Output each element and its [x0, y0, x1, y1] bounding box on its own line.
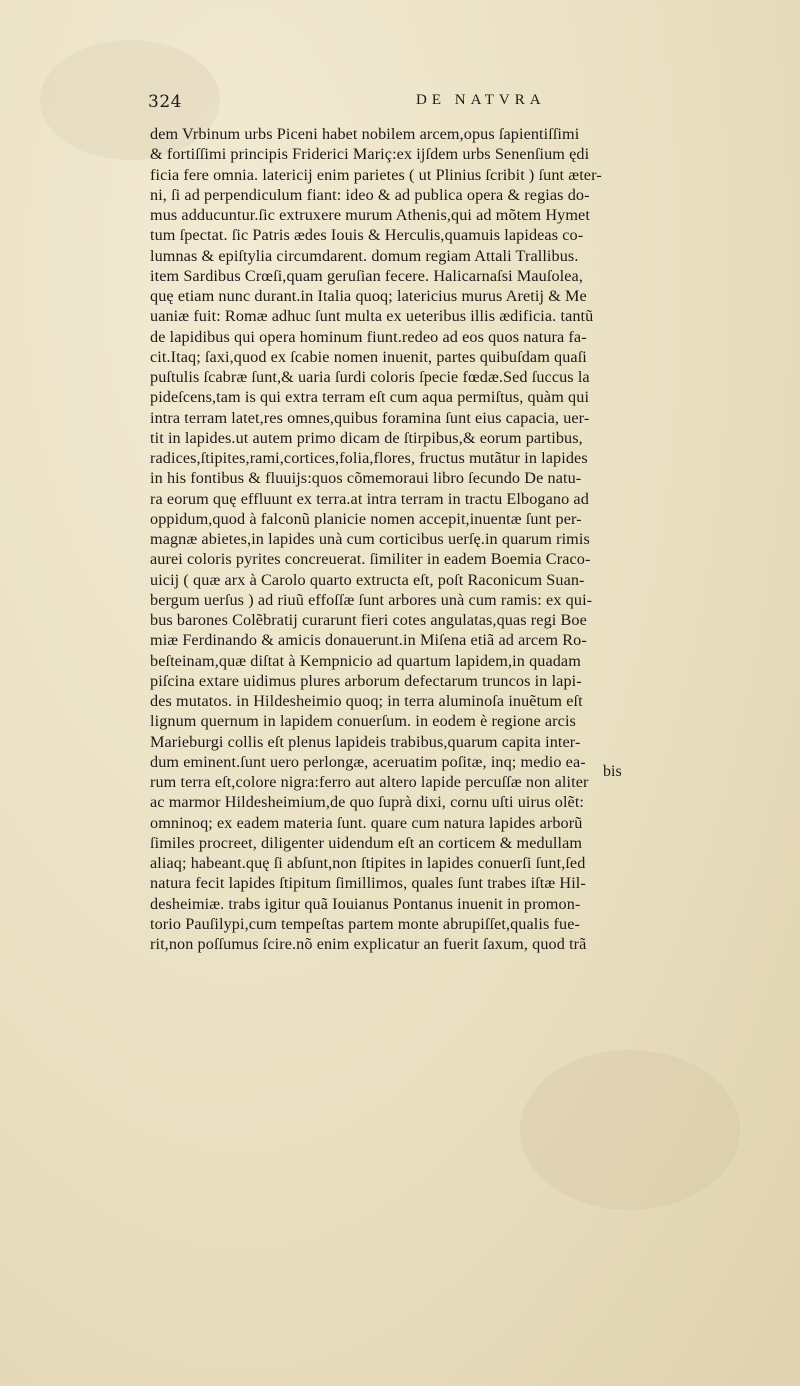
text-line: uaniæ fuit: Romæ adhuc ſunt multa ex ueteribus illis ædificia. tantũ: [150, 307, 594, 326]
text-line: tit in lapides.ut autem primo dicam de ſtirpibus,& eorum partibus,: [150, 428, 583, 447]
text-line: ra eorum quę effluunt ex terra.at intra terram in tractu Elbogano ad: [150, 489, 589, 508]
text-line: & fortiſſimi principis Friderici Mariç:ex ijſdem urbs Senenſium ędi: [150, 145, 590, 164]
text-line: miæ Ferdinando & amicis donauerunt.in Miſena etiã ad arcem Ro-: [150, 631, 587, 650]
text-line: oppidum,quod à falconũ planicie nomen accepit,inuentæ ſunt per-: [150, 509, 582, 528]
text-line: rit,non poſſumus ſcire.nõ enim explicatur an fuerit ſaxum, quod trã: [150, 935, 587, 953]
text-line: ac marmor Hildesheimium,de quo ſuprà dixi, cornu uſti uirus olẽt:: [150, 793, 585, 812]
text-line: des mutatos. in Hildesheimio quoq; in terra aluminoſa inuẽtum eſt: [150, 692, 583, 710]
text-line: bergum uerſus ) ad riuũ effoſſæ ſunt arbores unà cum ramis: ex qui-: [150, 590, 593, 609]
running-head: DE NATVRA: [416, 92, 546, 108]
text-line: lumnas & epiſtylia circumdarent. domum regiam Attali Trallibus.: [150, 246, 579, 265]
text-line: torio Pauſilypi,cum tempeſtas partem monte abrupiſſet,qualis fue-: [150, 914, 580, 933]
text-line: bus barones Colẽbratij curarunt fieri cotes angulatas,quas regi Boe: [150, 611, 587, 629]
text-line: dum eminent.ſunt uero perlongæ, aceruatim poſitæ, inq; medio ea-: [150, 752, 586, 771]
text-line: ficia fere omnia. latericij enim parietes ( ut Plinius ſcribit ) ſunt æter-: [150, 165, 602, 184]
text-line: item Sardibus Crœſi,quam geruſian fecere. Halicarnaſsi Mauſolea,: [150, 266, 583, 285]
text-line: intra terram latet,res omnes,quibus foramina ſunt eius capacia, uer-: [150, 408, 590, 427]
text-line: pideſcens,tam is qui extra terram eſt cum aqua permiſtus, quàm qui: [150, 388, 590, 407]
text-line: beſteinam,quæ diſtat à Kempnicio ad quartum lapidem,in quadam: [150, 651, 581, 670]
text-line: quę etiam nunc durant.in Italia quoq; latericius murus Aretij & Me: [150, 287, 587, 305]
catchword: bis: [603, 763, 622, 780]
text-line: aurei coloris pyrites concreuerat. ſimiliter in eadem Boemia Craco-: [150, 550, 591, 569]
body-text: [150, 124, 790, 954]
text-line: lignum quernum in lapidem conuerſum. in eodem è regione arcis: [150, 712, 576, 731]
text-line: Marieburgi collis eſt plenus lapideis trabibus,quarum capita inter-: [150, 732, 581, 751]
text-line: dem Vrbinum urbs Piceni habet nobilem arcem,opus ſapientiſſimi: [150, 125, 580, 143]
paper-stain: [520, 1050, 740, 1210]
text-line: magnæ abietes,in lapides unà cum corticibus uerſę.in quarum rimis: [150, 530, 590, 548]
text-line: desheimiæ. trabs igitur quã Iouianus Pontanus inuenit in promon-: [150, 894, 581, 913]
text-line: rum terra eſt,colore nigra:ferro aut altero lapide percuſſæ non aliter: [150, 773, 589, 791]
text-line: natura fecit lapides ſtipitum ſimillimos, quales ſunt trabes iſtæ Hil-: [150, 874, 586, 893]
page-header: [148, 92, 788, 122]
page-number: 324: [148, 92, 182, 112]
text-line: uicij ( quæ arx à Carolo quarto extructa eſt, poſt Raconicum Suan-: [150, 570, 585, 589]
text-line: de lapidibus qui opera hominum fiunt.redeo ad eos quos natura fa-: [150, 327, 587, 346]
text-line: in his fontibus & fluuijs:quos cõmemoraui libro ſecundo De natu-: [150, 469, 582, 488]
text-line: cit.Itaq; ſaxi,quod ex ſcabie nomen inuenit, partes quibuſdam quaſi: [150, 347, 587, 366]
text-line: ni, ſi ad perpendiculum fiant: ideo & ad publica opera & regias do-: [150, 185, 590, 204]
text-line: omninoq; ex eadem materia ſunt. quare cum natura lapides arborũ: [150, 813, 583, 832]
text-line: ſimiles procreet, diligenter uidendum eſt an corticem & medullam: [150, 833, 583, 852]
text-line: aliaq; habeant.quę ſi abſunt,non ſtipites in lapides conuerſi ſunt,ſed: [150, 854, 586, 872]
text-line: radices,ſtipites,rami,cortices,folia,flores, fructus mutãtur in lapides: [150, 449, 588, 467]
text-line: mus adducuntur.ſic extruxere murum Athenis,qui ad mõtem Hymet: [150, 206, 590, 224]
text-line: tum ſpectat. ſic Patris ædes Iouis & Herculis,quamuis lapideas co-: [150, 226, 584, 245]
text-line: piſcina extare uidimus plures arborum defectarum truncos in lapi-: [150, 671, 582, 690]
text-line: puſtulis ſcabræ ſunt,& uaria ſurdi coloris ſpecie fœdæ.Sed ſuccus la: [150, 368, 590, 386]
